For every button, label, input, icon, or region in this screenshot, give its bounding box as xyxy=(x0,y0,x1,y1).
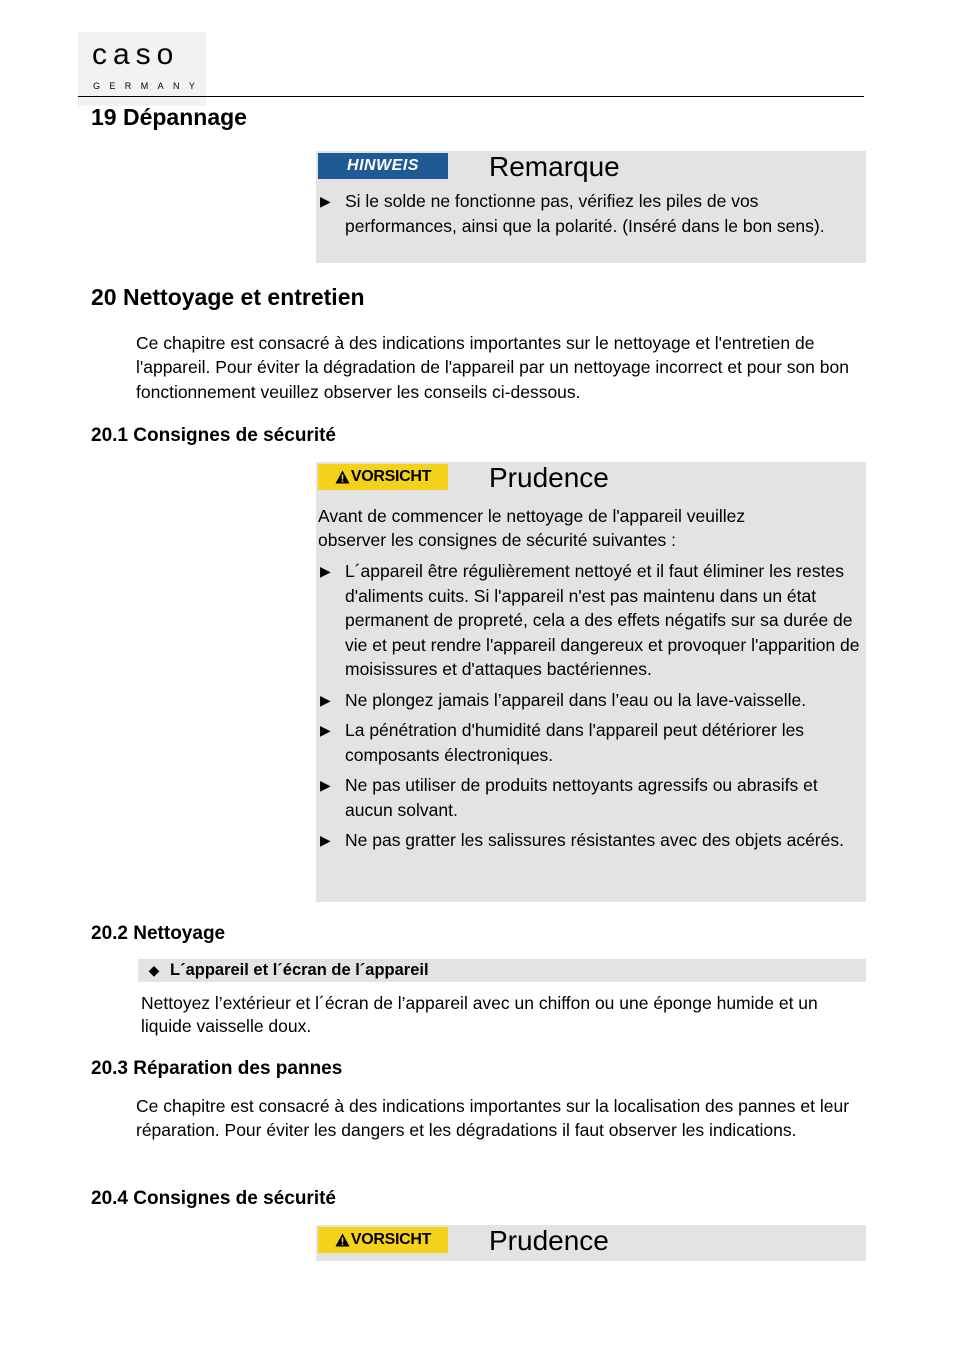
subheading-text: L´appareil et l´écran de l´appareil xyxy=(170,961,429,979)
triangle-right-icon: ▶ xyxy=(320,722,331,738)
triangle-right-icon: ▶ xyxy=(320,563,331,579)
logo-sub: GERMANY xyxy=(93,81,205,91)
hinweis-badge: HINWEIS xyxy=(318,153,448,179)
section-20-title: 20 Nettoyage et entretien xyxy=(91,284,365,310)
callout-title: Remarque xyxy=(489,151,620,182)
warning-triangle-icon xyxy=(335,470,350,484)
list-item: ▶ Si le solde ne fonctionne pas, vérifiez les piles de vos performances, ainsi que la polarité. (Inséré dans le bon sens). xyxy=(318,189,858,238)
callout-title: Prudence xyxy=(489,462,609,493)
warning-triangle-icon xyxy=(335,1233,350,1247)
list-item: ▶ Ne pas utiliser de produits nettoyants agressifs ou abrasifs et aucun solvant. xyxy=(318,773,864,822)
section-20-3-text: Ce chapitre est consacré à des indications importantes sur la localisation des pannes et leur réparation. Pour éviter les dangers et les dégradations il faut observer les indications. xyxy=(136,1096,850,1141)
triangle-right-icon: ▶ xyxy=(320,691,331,708)
list-item: ▶ L´appareil être régulièrement nettoyé et il faut éliminer les restes d'aliments cuits. Si l'appareil n'est pas maintenu dans un état permanent de propreté, cela a des effets négatifs sur sa durée de vie et peut rendre l'appareil dangereux et provoquer l'apparition de moisissures et d'attaques bactériennes. xyxy=(318,559,864,682)
vorsicht-badge: VORSICHT xyxy=(318,1227,448,1253)
list-item: ▶ La pénétration d'humidité dans l'appareil peut détériorer les composants électroniques. xyxy=(318,718,864,767)
subheading-bar xyxy=(138,959,866,982)
list-item: ▶ Ne plongez jamais l’appareil dans l’eau ou la lave-vaisselle. xyxy=(318,688,864,713)
diamond-icon: ◆ xyxy=(148,962,160,978)
section-20-1-title: 20.1 Consignes de sécurité xyxy=(91,425,336,446)
list-item: ▶ Ne pas gratter les salissures résistantes avec des objets acérés. xyxy=(318,828,864,853)
section-20-2-title: 20.2 Nettoyage xyxy=(91,923,226,944)
prudence-callout-1 xyxy=(316,462,866,902)
logo-main: caso xyxy=(92,38,180,71)
remarque-bullets xyxy=(318,189,858,238)
prudence-callout-2 xyxy=(316,1225,866,1261)
triangle-right-icon: ▶ xyxy=(320,832,331,848)
prudence-bullets xyxy=(318,559,864,853)
prudence-intro: Avant de commencer le nettoyage de l'appareil veuillez observer les consignes de sécurité suivantes : xyxy=(318,506,746,551)
section-19-title: 19 Dépannage xyxy=(91,104,247,130)
section-20-2-text: Nettoyez l’extérieur et l´écran de l’appareil avec un chiffon ou une éponge humide et un liquide vaisselle doux. xyxy=(141,993,818,1036)
vorsicht-badge: VORSICHT xyxy=(318,464,448,490)
remarque-callout xyxy=(316,151,866,263)
section-20-intro: Ce chapitre est consacré à des indications importantes sur le nettoyage et l'entretien de l'appareil. Pour éviter la dégradation de l'appareil par un nettoyage incorrect et pour son bon fonctionnement veuillez observer les conseils ci-dessous. xyxy=(136,333,849,402)
header-rule xyxy=(78,96,864,97)
section-20-3-title: 20.3 Réparation des pannes xyxy=(91,1058,343,1079)
callout-title: Prudence xyxy=(489,1225,609,1256)
triangle-right-icon: ▶ xyxy=(320,193,331,209)
triangle-right-icon: ▶ xyxy=(320,777,331,793)
section-20-4-title: 20.4 Consignes de sécurité xyxy=(91,1188,336,1209)
